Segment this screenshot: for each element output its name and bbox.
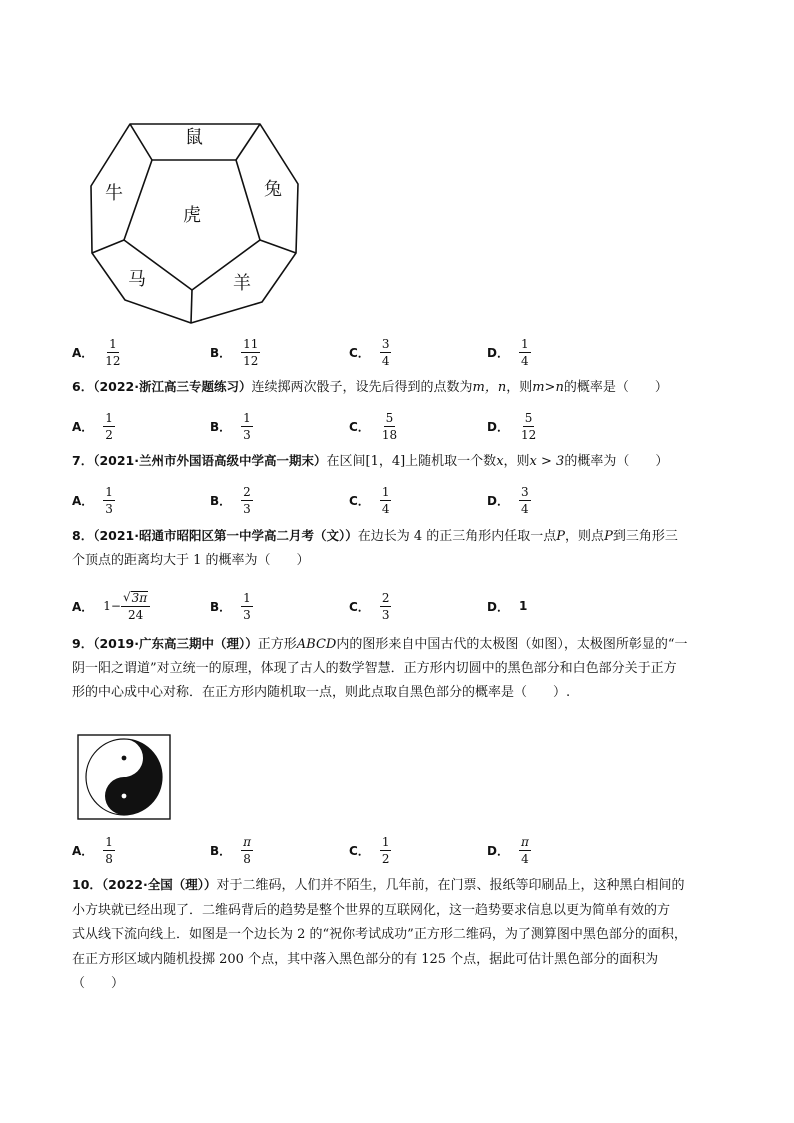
question-number: 8． (72, 528, 94, 543)
fraction: $\frac{1}{4}$ (520, 336, 529, 368)
option-label: D． (487, 599, 509, 614)
option-label: A． (72, 493, 94, 508)
option-label: D． (487, 493, 509, 508)
q5-option-a[interactable] (72, 332, 123, 372)
option-label: C． (349, 419, 370, 434)
q7-option-d[interactable] (487, 480, 531, 520)
question-text: 形的中心成中心对称．在正方形内随机取一点，则此点取自黑色部分的概率是（ ）. (72, 685, 571, 700)
option-label: A． (72, 599, 94, 614)
math-var: x (496, 454, 504, 469)
question-source: （2022·全国（理）） (101, 877, 217, 892)
question-text: 到三角形三 (612, 529, 678, 544)
q6-options (0, 406, 794, 446)
math-var: m，n (472, 380, 507, 395)
option-label: B． (210, 843, 232, 858)
question-number: 10． (72, 877, 102, 892)
question-source: （2022·浙江高三专题练习） (93, 379, 252, 394)
question-text: 对于二维码，人们并不陌生，几年前，在门票、报纸等印刷品上，这种黑白相间的 (216, 878, 685, 893)
question-text: 的概率是（ ） (563, 380, 668, 395)
q5-options (0, 332, 794, 372)
q8-option-b[interactable] (210, 586, 253, 626)
question-text: 阴一阳之谓道”对立统一的原理，体现了古人的数学智慧．正方形内切圆中的黑色部分和白色部分关于正方 (72, 661, 677, 676)
fraction: $\frac{1}{8}$ (105, 834, 113, 866)
question-text: 在边长为 4 的正三角形内任取一点 (357, 529, 557, 544)
mixed-expression (103, 591, 150, 621)
option-label: B． (210, 345, 232, 360)
q8-option-a[interactable] (72, 586, 150, 626)
fraction: $\frac{3}{4}$ (520, 484, 529, 516)
fraction: $\frac{2}{3}$ (381, 590, 390, 622)
q8-option-d[interactable] (487, 586, 527, 626)
fraction: $\frac{\pi}{8}$ (243, 834, 252, 866)
q7-option-a[interactable] (72, 480, 115, 520)
math-var: P (556, 529, 566, 544)
math-condition: m>n (532, 380, 564, 395)
question-text: 小方块就已经出现了．二维码背后的趋势是整个世界的互联网化，这一趋势要求信息以更为简单有效的方 (72, 902, 671, 918)
question-8 (72, 524, 732, 573)
taiji-figure (77, 734, 171, 820)
fraction: $\frac{5}{12}$ (520, 410, 537, 442)
fraction: $\frac{1}{4}$ (381, 484, 390, 516)
question-number: 7． (72, 453, 94, 468)
question-text: 在正方形区域内随机投掷 200 个点，其中落入黑色部分的有 125 个点，据此可估计黑色部分的面积为 (72, 951, 659, 967)
q6-option-b[interactable] (210, 406, 253, 446)
animal-sheep: 羊 (233, 273, 251, 294)
q9-options (0, 830, 794, 870)
expr-prefix: 1− (103, 599, 121, 613)
option-label: A． (72, 419, 94, 434)
question-text: 式从线下流向线上．如图是一个边长为 2 的“祝你考试成功”正方形二维码，为了测算图中黑色部分的面积， (72, 927, 687, 942)
option-label: B． (210, 599, 232, 614)
q5-option-d[interactable] (487, 332, 531, 372)
fraction: $\frac{1}{3}$ (105, 484, 113, 516)
question-text: ，则 (506, 380, 533, 395)
fraction: $\frac{2}{3}$ (243, 484, 251, 516)
question-source: （2021·昭通市昭阳区第一中学高二月考（文）） (93, 528, 358, 543)
option-label: C． (349, 345, 370, 360)
q8-option-c[interactable] (349, 586, 391, 626)
q7-options (0, 480, 794, 520)
question-9 (72, 632, 732, 705)
q5-option-c[interactable] (349, 332, 391, 372)
q9-option-c[interactable] (349, 830, 391, 870)
fraction: $\frac{1}{2}$ (105, 410, 113, 442)
q5-option-b[interactable] (210, 332, 260, 372)
question-source: （2019·广东高三期中（理）） (93, 636, 258, 651)
q9-option-a[interactable] (72, 830, 115, 870)
fraction: $\frac{1}{3}$ (243, 590, 251, 622)
animal-ox: 牛 (105, 183, 123, 204)
option-label: A． (72, 345, 94, 360)
question-number: 9． (72, 636, 94, 651)
fraction: $\frac{5}{18}$ (381, 410, 398, 442)
question-text: 在区间[1，4]上随机取一个数 (326, 454, 497, 469)
option-label: D． (487, 419, 509, 434)
q6-option-d[interactable] (487, 406, 538, 446)
animal-tiger: 虎 (183, 205, 201, 226)
q7-option-b[interactable] (210, 480, 253, 520)
radicand: 3π (131, 591, 148, 605)
fraction: $\frac{1}{2}$ (381, 834, 390, 866)
fraction: $\frac{1}{3}$ (243, 410, 251, 442)
q6-option-a[interactable] (72, 406, 115, 446)
q9-option-b[interactable] (210, 830, 253, 870)
fraction: $\frac{\pi}{4}$ (520, 834, 529, 866)
option-label: D． (487, 345, 509, 360)
option-label: B． (210, 493, 232, 508)
question-10 (72, 873, 732, 997)
fraction: √ 3π 24 (121, 591, 150, 621)
fraction: $\frac{3}{4}$ (381, 336, 390, 368)
question-text: 个顶点的距离均大于 1 的概率为（ ） (72, 553, 310, 568)
option-label: C． (349, 493, 370, 508)
fraction: $\frac{1}{12}$ (105, 336, 121, 368)
question-text: 连续掷两次骰子，设先后得到的点数为 (251, 380, 473, 395)
question-7 (72, 449, 732, 474)
question-text: ，则 (503, 454, 530, 469)
question-text: 的概率为（ ） (564, 454, 669, 469)
q7-option-c[interactable] (349, 480, 391, 520)
question-number: 6． (72, 379, 94, 394)
q9-option-d[interactable] (487, 830, 531, 870)
animal-rat: 鼠 (185, 127, 203, 148)
dodecahedron-figure (80, 115, 320, 330)
question-text: （ ） (72, 976, 125, 991)
q8-options (0, 586, 794, 626)
question-text: ，则点 (565, 529, 605, 544)
question-6 (72, 375, 732, 400)
animal-horse: 马 (128, 269, 146, 290)
option-label: D． (487, 843, 509, 858)
question-source: （2021·兰州市外国语高级中学高一期末） (93, 453, 327, 468)
question-text: 内的图形来自中国古代的太极图（如图），太极图所彰显的“一 (336, 637, 688, 652)
animal-rabbit: 兔 (264, 179, 282, 200)
option-value: 1 (518, 599, 528, 613)
option-label: C． (349, 843, 370, 858)
fraction: $\frac{11}{12}$ (243, 336, 259, 368)
question-text: 正方形 (257, 637, 297, 652)
option-label: A． (72, 843, 94, 858)
option-label: B． (210, 419, 232, 434)
sqrt-sign: √ (123, 590, 131, 604)
q6-option-c[interactable] (349, 406, 399, 446)
math-var: P (604, 529, 613, 544)
math-var: ABCD (296, 637, 337, 652)
math-condition: x > 3 (529, 454, 565, 469)
option-label: C． (349, 599, 370, 614)
